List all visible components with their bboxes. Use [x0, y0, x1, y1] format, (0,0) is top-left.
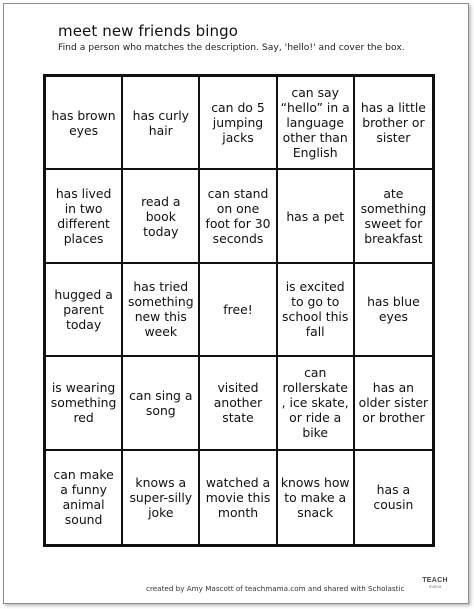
bingo-cell[interactable]: [355, 170, 432, 263]
bingo-cell-label: has brown eyes: [51, 107, 116, 138]
bingo-cell[interactable]: [278, 77, 355, 170]
page-title: meet new friends bingo: [58, 22, 239, 40]
bingo-cell[interactable]: [46, 77, 123, 170]
bingo-cell[interactable]: [123, 451, 200, 544]
bingo-cell-label: has lived in two different places: [55, 186, 112, 247]
bingo-cell-label: can stand on one foot for 30 seconds: [205, 186, 271, 247]
bingo-cell-label: can sing a song: [129, 387, 193, 418]
bingo-cell[interactable]: [46, 357, 123, 450]
bingo-cell[interactable]: [200, 77, 277, 170]
bingo-cell-label: is wearing something red: [50, 380, 117, 426]
bingo-cell[interactable]: [278, 357, 355, 450]
bingo-cell-label: has curly hair: [132, 107, 189, 138]
bingo-board: [43, 74, 435, 547]
bingo-cell[interactable]: [278, 170, 355, 263]
bingo-cell-label: can do 5 jumping jacks: [211, 100, 265, 146]
bingo-cell-label: has a cousin: [373, 482, 414, 513]
bingo-cell[interactable]: [123, 357, 200, 450]
bingo-cell-label: has a pet: [286, 208, 345, 224]
bingo-cell[interactable]: [46, 451, 123, 544]
bingo-cell-label: watched a movie this month: [205, 474, 271, 520]
bingo-cell[interactable]: [46, 264, 123, 357]
logo-text: TEACH: [422, 577, 448, 584]
bingo-cell-label: can make a funny animal sound: [53, 467, 114, 528]
bingo-cell-label: can rollerskate, ice skate, or ride a bike: [281, 365, 349, 441]
bingo-cell-label: is excited to go to school this fall: [282, 279, 349, 340]
bingo-cell-label: has an older sister or brother: [358, 380, 429, 426]
bingo-cell[interactable]: [200, 264, 277, 357]
bingo-cell-label: has tried something new this week: [127, 279, 194, 340]
credit-text: created by Amy Mascott of teachmama.com and shared with Scholastic: [146, 584, 405, 593]
bingo-cell[interactable]: [200, 170, 277, 263]
logo-subtext: mama: [428, 584, 442, 589]
bingo-cell[interactable]: [278, 451, 355, 544]
bingo-cell[interactable]: [200, 451, 277, 544]
bingo-cell-label: has a little brother or sister: [360, 100, 426, 146]
bingo-cell-label: knows a super-silly joke: [129, 474, 193, 520]
bingo-cell[interactable]: [46, 170, 123, 263]
bingo-cell[interactable]: [355, 264, 432, 357]
bingo-cell[interactable]: [355, 357, 432, 450]
bingo-cell-label: free!: [223, 301, 253, 317]
teachmama-logo-icon: [421, 569, 449, 597]
bingo-cell[interactable]: [123, 170, 200, 263]
bingo-cell-label: has blue eyes: [367, 294, 420, 325]
bingo-cell[interactable]: [355, 451, 432, 544]
bingo-cell[interactable]: [355, 77, 432, 170]
bingo-cell-label: visited another state: [213, 380, 263, 426]
instructions-text: Find a person who matches the description. Say, 'hello!' and cover the box.: [58, 42, 405, 53]
bingo-cell[interactable]: [200, 357, 277, 450]
bingo-cell[interactable]: [123, 264, 200, 357]
bingo-cell-label: read a book today: [141, 193, 181, 239]
bingo-cell[interactable]: [278, 264, 355, 357]
bingo-cell-label: hugged a parent today: [54, 286, 113, 332]
bingo-cell-label: can say “hello” in a language other than English: [280, 85, 350, 161]
bingo-cell-label: ate something sweet for breakfast: [360, 186, 427, 247]
bingo-cell-label: knows how to make a snack: [280, 474, 350, 520]
bingo-cell[interactable]: [123, 77, 200, 170]
